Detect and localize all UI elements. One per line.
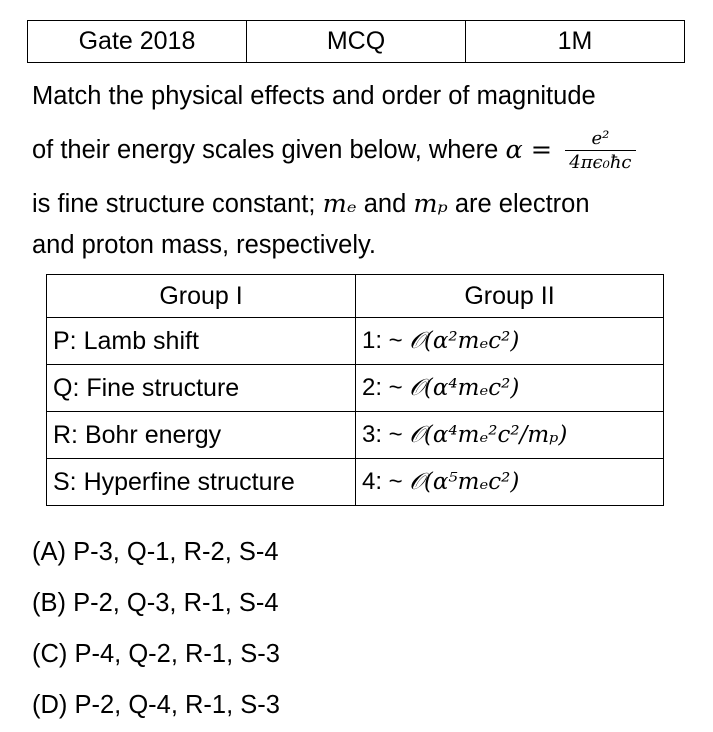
group-1-cell: P: Lamb shift — [47, 318, 356, 365]
scale-formula: 𝒪(α²mₑc²) — [409, 328, 520, 354]
group-1-cell: S: Hyperfine structure — [47, 459, 356, 506]
marks: 1M — [466, 21, 685, 63]
alpha-fraction — [565, 128, 635, 175]
group-2-cell — [356, 365, 664, 412]
scale-formula: 𝒪(α⁵mₑc²) — [409, 469, 520, 495]
group-1-cell: R: Bohr energy — [47, 412, 356, 459]
group-1-header: Group I — [47, 275, 356, 318]
group-2-cell — [356, 459, 664, 506]
option-c[interactable]: (C) P-4, Q-2, R-1, S-3 — [32, 640, 280, 668]
electron-mass-symbol: mₑ — [322, 189, 357, 219]
question-line-3-text: is fine structure constant; — [32, 190, 316, 218]
alpha-equals: α = — [505, 135, 553, 166]
fraction-denominator: 4πϵ₀ħc — [569, 152, 632, 173]
header-table — [27, 20, 685, 63]
match-table — [46, 274, 664, 506]
question-line-4: and proton mass, respectively. — [32, 231, 376, 259]
scale-label: 2: ~ — [362, 374, 410, 401]
question-line-3 — [32, 188, 692, 220]
scale-label: 3: ~ — [362, 421, 410, 448]
question-line-3-end: are electron — [454, 190, 590, 218]
table-row — [47, 412, 664, 459]
and-word: and — [363, 190, 407, 218]
proton-mass-symbol: mₚ — [413, 189, 448, 219]
option-b[interactable]: (B) P-2, Q-3, R-1, S-4 — [32, 589, 279, 617]
question-line-2 — [32, 128, 692, 175]
table-row — [47, 459, 664, 506]
group-2-cell — [356, 318, 664, 365]
scale-label: 1: ~ — [362, 327, 410, 354]
option-a[interactable]: (A) P-3, Q-1, R-2, S-4 — [32, 538, 279, 566]
header-row — [28, 21, 685, 63]
group-2-cell — [356, 412, 664, 459]
question-type: MCQ — [247, 21, 466, 63]
match-table-header — [47, 275, 664, 318]
fraction-numerator: e² — [565, 128, 635, 151]
table-row — [47, 318, 664, 365]
question-line-1: Match the physical effects and order of magnitude — [32, 82, 596, 110]
group-2-header: Group II — [356, 275, 664, 318]
scale-label: 4: ~ — [362, 468, 410, 495]
scale-formula: 𝒪(α⁴mₑc²) — [409, 375, 520, 401]
option-d[interactable]: (D) P-2, Q-4, R-1, S-3 — [32, 691, 280, 719]
table-row — [47, 365, 664, 412]
scale-formula: 𝒪(α⁴mₑ²c²/mₚ) — [409, 422, 568, 448]
group-1-cell: Q: Fine structure — [47, 365, 356, 412]
exam-name: Gate 2018 — [28, 21, 247, 63]
question-line-2-text: of their energy scales given below, where — [32, 136, 499, 165]
